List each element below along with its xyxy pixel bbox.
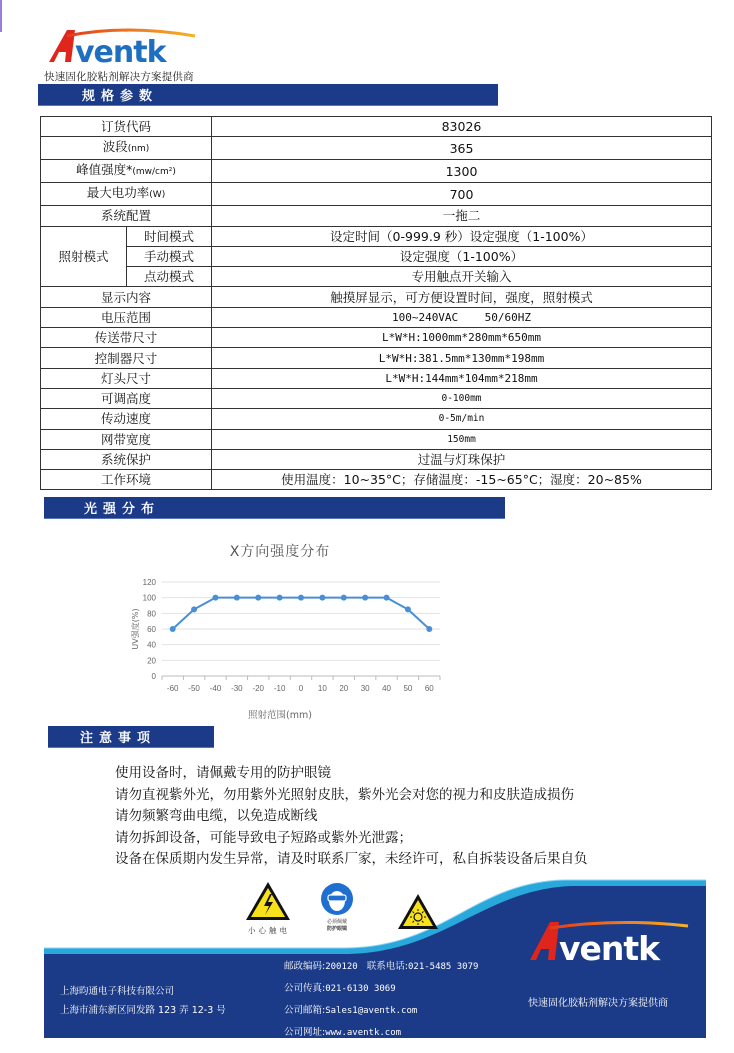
svg-text:40: 40 — [147, 640, 156, 650]
table-row — [41, 137, 712, 160]
chart-plot — [110, 535, 450, 725]
spec-label: 灯头尺寸 — [41, 368, 212, 388]
contact-info — [284, 956, 478, 1044]
spec-value: L*W*H:1000mm*280mm*650mm — [212, 328, 712, 348]
svg-text:-60: -60 — [166, 684, 179, 693]
spec-value: 365 — [212, 137, 712, 160]
svg-text:-20: -20 — [252, 684, 265, 693]
spec-value: 一拖二 — [212, 206, 712, 226]
goggles-required-icon — [320, 882, 354, 916]
svg-text:-50: -50 — [188, 684, 200, 693]
spec-value: 100~240VAC 50/60HZ — [212, 307, 712, 327]
spec-value: 过温与灯珠保护 — [212, 449, 712, 469]
table-row — [41, 409, 712, 429]
svg-text:UV强度(%): UV强度(%) — [131, 608, 140, 650]
table-row — [41, 307, 712, 327]
svg-text:-30: -30 — [231, 684, 243, 693]
svg-text:80: 80 — [147, 609, 156, 619]
svg-text:100: 100 — [142, 593, 156, 603]
table-row — [41, 246, 712, 266]
header-tagline: 快速固化胶粘剂解决方案提供商 — [44, 71, 194, 83]
company-name: 上海昀通电子科技有限公司 — [60, 986, 175, 997]
notice-list — [115, 763, 588, 871]
spec-value: 专用触点开关输入 — [212, 267, 712, 287]
company-address: 上海市浦东新区同发路 123 弄 12-3 号 — [60, 1005, 226, 1016]
spec-label: 照射模式 — [41, 226, 127, 287]
spec-label: 工作环境 — [41, 470, 212, 490]
notice-item: 请勿拆卸设备，可能导致电子短路或紫外光泄露； — [115, 829, 412, 846]
spec-sublabel: 时间模式 — [127, 226, 212, 246]
table-row — [41, 206, 712, 226]
spec-value: 700 — [212, 183, 712, 206]
uv-radiation-hazard-icon — [396, 892, 440, 932]
postcode-phone-line: 邮政编码:200120 联系电话:021-5485 3079 — [284, 961, 479, 972]
electric-hazard-caption: 小心触电 — [248, 926, 290, 935]
table-row — [41, 183, 712, 206]
fax-line: 公司传真:021-6130 3069 — [284, 983, 396, 994]
table-row — [41, 160, 712, 183]
svg-text:10: 10 — [317, 684, 327, 693]
svg-text:30: 30 — [360, 684, 370, 693]
svg-text:120: 120 — [142, 578, 156, 587]
footer — [44, 872, 706, 1038]
section-header-specs: 规格参数 — [38, 84, 498, 106]
spec-value: 使用温度：10~35°C；存储温度：-15~65°C；湿度：20~85% — [212, 470, 712, 490]
spec-value: 83026 — [212, 117, 712, 137]
spec-label: 控制器尺寸 — [41, 348, 212, 368]
spec-value: 0-5m/min — [212, 409, 712, 429]
table-row — [41, 470, 712, 490]
table-row — [41, 328, 712, 348]
svg-text:60: 60 — [424, 684, 434, 693]
svg-text:ventk: ventk — [559, 929, 660, 966]
table-row — [41, 429, 712, 449]
spec-label: 峰值强度*(mw/cm²) — [41, 160, 212, 183]
svg-text:-10: -10 — [273, 684, 286, 693]
spec-value: 设定强度（1-100%） — [212, 246, 712, 266]
notice-item: 请勿直视紫外光，勿用紫外光照射皮肤，紫外光会对您的视力和皮肤造成损伤 — [115, 786, 574, 803]
intensity-chart — [110, 535, 450, 725]
footer-aventk-logo — [526, 916, 696, 966]
spec-value: L*W*H:381.5mm*130mm*198mm — [212, 348, 712, 368]
electric-hazard-icon — [244, 880, 292, 924]
section-header-notices: 注意事项 — [48, 726, 214, 748]
svg-text:20: 20 — [339, 684, 349, 693]
email-line[interactable]: 公司邮箱:Sales1@aventk.com — [284, 1005, 418, 1016]
spec-label: 网带宽度 — [41, 429, 212, 449]
svg-text:40: 40 — [382, 684, 391, 693]
table-row — [41, 368, 712, 388]
table-row — [41, 348, 712, 368]
table-row — [41, 117, 712, 137]
goggles-caption: 必须佩戴 防护眼镜 — [326, 919, 347, 932]
notice-item: 请勿频繁弯曲电缆，以免造成断线 — [115, 808, 318, 824]
spec-label: 最大电功率(W) — [41, 183, 212, 206]
spec-label: 波段(nm) — [41, 137, 212, 160]
website-link: www.aventk.com — [325, 1028, 402, 1038]
svg-text:60: 60 — [147, 625, 156, 634]
email-link: Sales1@aventk.com — [325, 1006, 418, 1016]
spec-label: 传动速度 — [41, 409, 212, 429]
spec-sublabel: 手动模式 — [127, 246, 212, 266]
chart-xlabel: 照射范围(mm) — [248, 710, 312, 721]
spec-value: 1300 — [212, 160, 712, 183]
chart-title: X方向强度分布 — [229, 544, 331, 560]
spec-value: 触摸屏显示，可方便设置时间，强度，照射模式 — [212, 287, 712, 307]
company-info — [60, 982, 226, 1020]
table-row — [41, 388, 712, 408]
spec-label: 系统配置 — [41, 206, 212, 226]
spec-value: 0-100mm — [212, 388, 712, 408]
svg-text:0: 0 — [298, 684, 304, 693]
table-row — [41, 267, 712, 287]
table-row — [41, 449, 712, 469]
spec-label: 可调高度 — [41, 388, 212, 408]
spec-label: 电压范围 — [41, 307, 212, 327]
notice-item: 使用设备时，请佩戴专用的防护眼镜 — [115, 765, 331, 781]
corner-accent-line — [0, 0, 2, 32]
website-line[interactable]: 公司网址:www.aventk.com — [284, 1027, 402, 1038]
table-row — [41, 226, 712, 246]
svg-text:50: 50 — [403, 684, 413, 693]
spec-label: 订货代码 — [41, 117, 212, 137]
spec-value: L*W*H:144mm*104mm*218mm — [212, 368, 712, 388]
section-header-light-distribution: 光强分布 — [44, 497, 505, 519]
spec-label: 系统保护 — [41, 449, 212, 469]
spec-label: 显示内容 — [41, 287, 212, 307]
spec-sublabel: 点动模式 — [127, 267, 212, 287]
svg-text:-40: -40 — [209, 684, 222, 693]
spec-value: 设定时间（0-999.9 秒）设定强度（1-100%） — [212, 226, 712, 246]
spec-table — [40, 116, 712, 490]
table-row — [41, 287, 712, 307]
svg-text:ventk: ventk — [75, 35, 166, 70]
spec-label: 传送带尺寸 — [41, 328, 212, 348]
svg-text:0: 0 — [151, 672, 156, 681]
svg-text:20: 20 — [147, 656, 156, 666]
aventk-logo — [45, 22, 205, 72]
footer-tagline: 快速固化胶粘剂解决方案提供商 — [528, 998, 668, 1009]
notice-item: 设备在保质期内发生异常，请及时联系厂家，未经许可，私自拆装设备后果自负 — [115, 851, 588, 867]
spec-value: 150mm — [212, 429, 712, 449]
